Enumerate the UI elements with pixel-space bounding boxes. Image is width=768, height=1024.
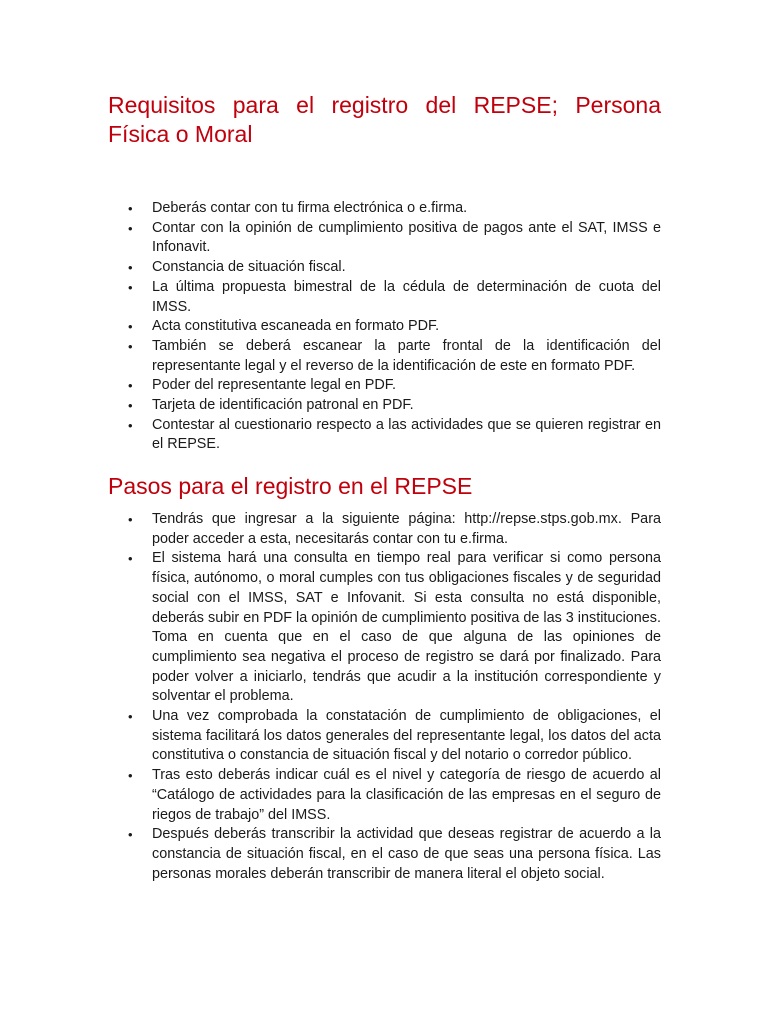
bullet-icon: •	[128, 319, 133, 335]
list-item-text: Contestar al cuestionario respecto a las actividades que se quieren registrar en el REPSE.	[152, 416, 661, 453]
bullet-icon: •	[128, 827, 133, 843]
bullet-icon: •	[128, 709, 133, 725]
requirements-heading: Requisitos para el registro del REPSE; Persona Física o Moral	[108, 92, 661, 147]
bullet-icon: •	[128, 417, 133, 433]
bullet-icon: •	[128, 512, 133, 527]
bullet-icon: •	[128, 551, 133, 567]
bullet-icon: •	[128, 338, 133, 354]
list-item	[108, 510, 661, 549]
list-item	[108, 549, 661, 707]
list-item	[108, 317, 661, 337]
list-item	[108, 416, 661, 455]
bullet-icon: •	[128, 398, 133, 414]
bullet-icon: •	[128, 201, 133, 216]
bullet-icon: •	[128, 279, 133, 295]
list-item	[108, 825, 661, 884]
steps-list	[108, 510, 661, 884]
list-item-text: Una vez comprobada la constatación de cumplimiento de obligaciones, el sistema facilitará los datos generales del representante legal, los datos del acta constitutiva o constancia de situación fiscal y del notario o corredor público.	[152, 708, 661, 764]
list-item-text: Después deberás transcribir la actividad que deseas registrar de acuerdo a la constancia de situación fiscal, en el caso de que seas una persona física. Las personas morales deberán transcribir de manera literal el objeto social.	[152, 826, 661, 882]
list-item-text: Tarjeta de identificación patronal en PDF.	[152, 397, 414, 414]
list-item-text: Acta constitutiva escaneada en formato PDF.	[152, 318, 440, 335]
bullet-icon: •	[128, 220, 133, 236]
list-item	[108, 376, 661, 396]
list-item	[108, 766, 661, 825]
list-item	[108, 337, 661, 376]
bullet-icon: •	[128, 378, 133, 394]
requirements-list	[108, 199, 661, 455]
bullet-icon: •	[128, 768, 133, 784]
list-item-text: Poder del representante legal en PDF.	[152, 377, 396, 394]
list-item-text: Deberás contar con tu firma electrónica o e.firma.	[152, 200, 468, 216]
list-item	[108, 396, 661, 416]
list-item-text: Constancia de situación fiscal.	[152, 259, 346, 276]
bullet-icon: •	[128, 260, 133, 276]
list-item	[108, 258, 661, 278]
list-item	[108, 199, 661, 219]
list-item-text: Contar con la opinión de cumplimiento positiva de pagos ante el SAT, IMSS e Infonavit.	[152, 219, 661, 256]
steps-heading: Pasos para el registro en el REPSE	[108, 473, 473, 499]
list-item-text: El sistema hará una consulta en tiempo real para verificar si como persona física, autónomo, o moral cumples con tus obligaciones fiscales y de seguridad social con el IMSS, SAT e Infovanit. Si esta consulta no está disponible, deberás subir en PDF la opinión de cumplimiento positiva de las 3 instituciones. Toma en cuenta que en el caso de que alguna de las opiniones de cumplimiento sea negativa el proceso de registro se dará por finalizado. Para poder volver a iniciarlo, tendrás que acudir a la institución correspondiente y solventar el problema.	[152, 550, 661, 705]
list-item	[108, 278, 661, 317]
list-item-text: También se deberá escanear la parte frontal de la identificación del representante legal y el reverso de la identificación de este en formato PDF.	[152, 337, 661, 374]
list-item	[108, 707, 661, 766]
list-item	[108, 219, 661, 258]
list-item-text: La última propuesta bimestral de la cédula de determinación de cuota del IMSS.	[152, 278, 661, 315]
list-item-text: Tendrás que ingresar a la siguiente página: http://repse.stps.gob.mx. Para poder acceder a esta, necesitarás contar con tu e.firma.	[152, 511, 661, 547]
list-item-text: Tras esto deberás indicar cuál es el nivel y categoría de riesgo de acuerdo al “Catálogo de actividades para la clasificación de las empresas en el seguro de riegos de trabajo” del IMSS.	[152, 767, 661, 823]
